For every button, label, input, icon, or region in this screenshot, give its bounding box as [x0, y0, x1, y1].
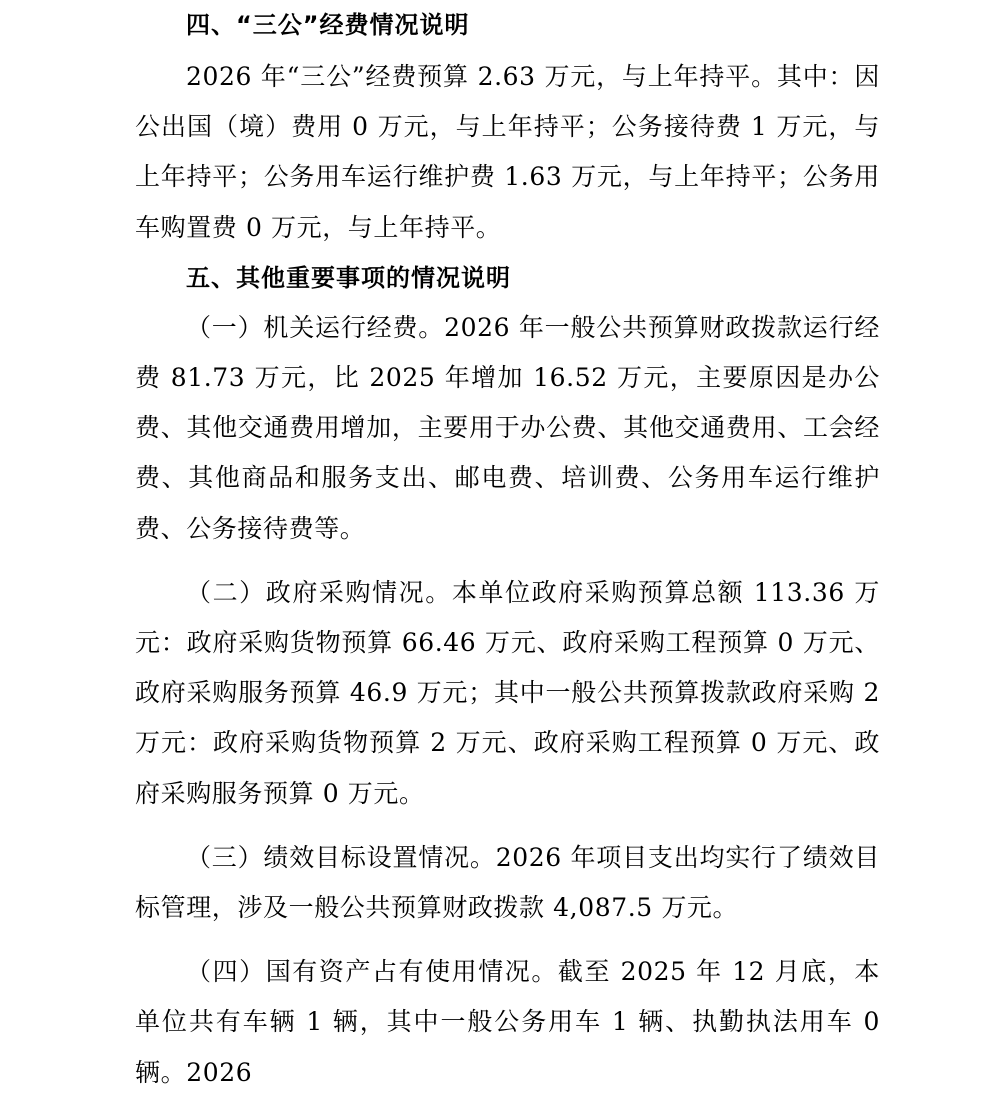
- item-text-state-assets: 截至 2025 年 12 月底，本单位共有车辆 1 辆，其中一般公务用车 1 辆、执勤执法用车 0 辆。2026: [135, 957, 880, 1087]
- item-title-operating-expenses: （一）机关运行经费。: [186, 312, 445, 342]
- item-title-performance-targets: （三）绩效目标设置情况。: [186, 842, 496, 872]
- paragraph-operating-expenses: [135, 303, 880, 554]
- item-text-government-procurement: 本单位政府采购预算总额 113.36 万元：政府采购货物预算 66.46 万元、政府采购工程预算 0 万元、政府采购服务预算 46.9 万元；其中一般公共预算拨款政府采购 2 万元：政府采购货物预算 2 万元、政府采购工程预算 0 万元、政府采购服务预算 0 万元。: [135, 577, 880, 808]
- document-page: [135, 0, 880, 1098]
- paragraph-performance-targets: [135, 833, 880, 933]
- item-text-operating-expenses: 2026 年一般公共预算财政拨款运行经费 81.73 万元，比 2025 年增加 16.52 万元，主要原因是办公费、其他交通费用增加，主要用于办公费、其他交通费用、工会经费、其他商品和服务支出、邮电费、培训费、公务用车运行维护费、公务接待费等。: [135, 312, 880, 543]
- item-text-performance-targets: 2026 年项目支出均实行了绩效目标管理，涉及一般公共预算财政拨款 4,087.5 万元。: [135, 842, 880, 923]
- section-heading-other-matters: 五、其他重要事项的情况说明: [186, 263, 511, 292]
- paragraph-state-assets: [135, 947, 880, 1098]
- paragraph-three-public-expenses: 2026 年“三公”经费预算 2.63 万元，与上年持平。其中：因公出国（境）费用 0 万元，与上年持平；公务接待费 1 万元，与上年持平；公务用车运行维护费 1.63 万元，与上年持平；公务用车购置费 0 万元，与上年持平。: [135, 62, 880, 242]
- item-title-state-assets: （四）国有资产占有使用情况。: [186, 957, 558, 987]
- paragraph-government-procurement: [135, 568, 880, 819]
- section-heading-three-public-expenses: 四、“三公”经费情况说明: [186, 11, 470, 39]
- item-title-government-procurement: （二）政府采购情况。: [186, 577, 452, 607]
